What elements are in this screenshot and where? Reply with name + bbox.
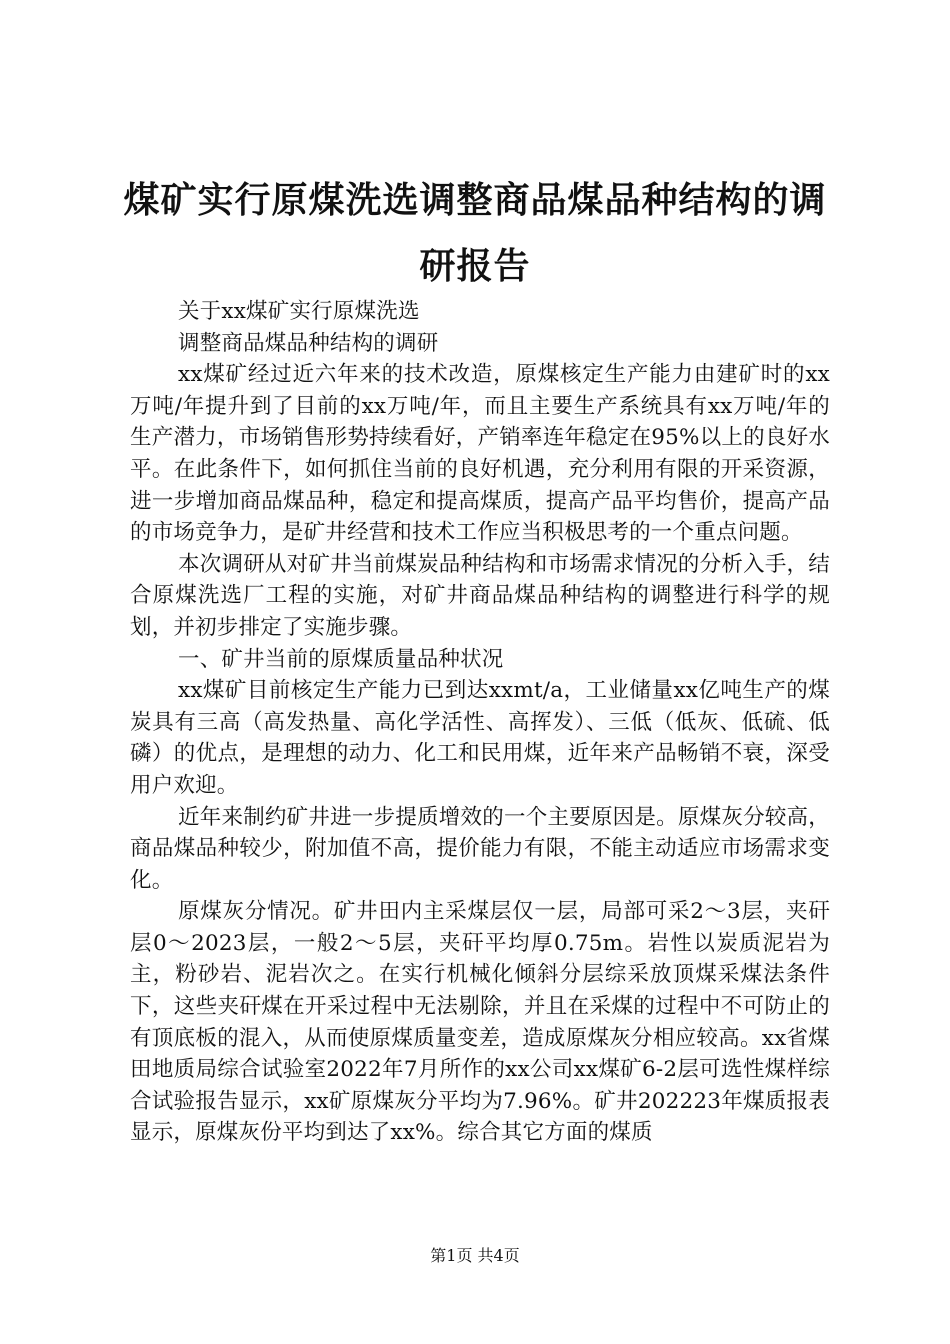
paragraph: 近年来制约矿井进一步提质增效的一个主要原因是。原煤灰分较高，商品煤品种较少，附加值不高，提价能力有限，不能主动适应市场需求变化。	[130, 804, 830, 893]
page-footer: 第1页 共4页	[430, 1246, 520, 1265]
document-title: 煤矿实行原煤洗选调整商品煤品种结构的调研报告	[123, 180, 827, 287]
paragraph: 本次调研从对矿井当前煤炭品种结构和市场需求情况的分析入手，结合原煤洗选厂工程的实施，对矿井商品煤品种结构的调整进行科学的规划，并初步排定了实施步骤。	[130, 551, 830, 640]
document-body	[130, 296, 830, 1149]
paragraph: 原煤灰分情况。矿井田内主采煤层仅一层，局部可采2～3层，夹矸层0～2023层，一般2～5层，夹矸平均厚0.75m。岩性以炭质泥岩为主，粉砂岩、泥岩次之。在实行机械化倾斜分层综采放顶煤采煤法条件下，这些夹矸煤在开采过程中无法剔除，并且在采煤的过程中不可防止的有顶底板的混入，从而使原煤质量变差，造成原煤灰分相应较高。xx省煤田地质局综合试验室2022年7月所作的xx公司xx煤矿6-2层可选性煤样综合试验报告显示，xx矿原煤灰分平均为7.96%。矿井202223年煤质报表显示，原煤灰份平均到达了xx%。综合其它方面的煤质	[130, 899, 830, 1146]
section-heading: 一、矿井当前的原煤质量品种状况	[178, 646, 504, 672]
paragraph: 关于xx煤矿实行原煤洗选	[178, 299, 420, 324]
paragraph: 调整商品煤品种结构的调研	[178, 330, 439, 356]
paragraph: xx煤矿经过近六年来的技术改造，原煤核定生产能力由建矿时的xx万吨/年提升到了目前的xx万吨/年，而且主要生产系统具有xx万吨/年的生产潜力，市场销售形势持续看好，产销率连年稳定在95%以上的良好水平。在此条件下，如何抓住当前的良好机遇，充分利用有限的开采资源，进一步增加商品煤品种，稳定和提高煤质，提高产品平均售价，提高产品的市场竞争力，是矿井经营和技术工作应当积极思考的一个重点问题。	[130, 362, 830, 546]
paragraph: xx煤矿目前核定生产能力已到达xxmt/a，工业储量xx亿吨生产的煤炭具有三高（高发热量、高化学活性、高挥发）、三低（低灰、低硫、低磷）的优点，是理想的动力、化工和民用煤，近年来产品畅销不衰，深受用户欢迎。	[130, 678, 830, 798]
